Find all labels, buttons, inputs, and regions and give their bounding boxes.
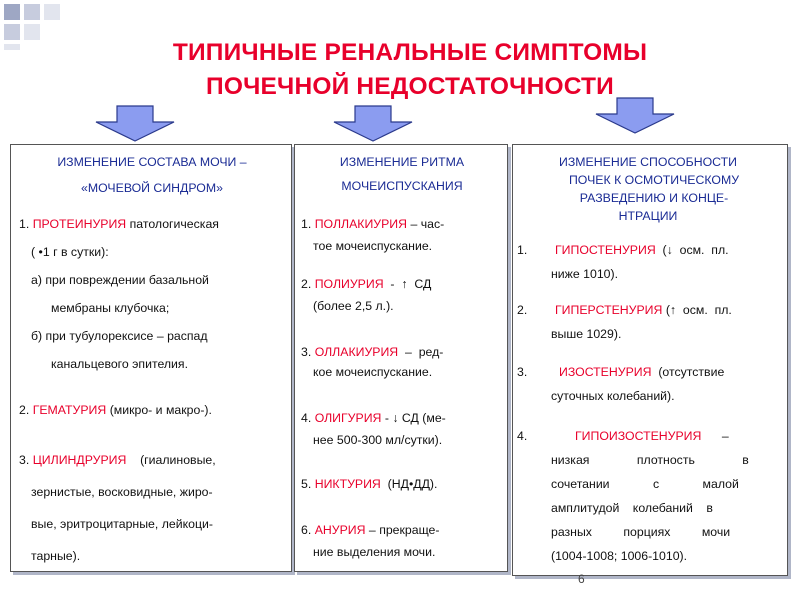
term-ollakiuria: ОЛЛАКИУРИЯ [314,345,399,359]
term-oliguria: ОЛИГУРИЯ [314,411,382,425]
deco-square [4,4,20,20]
item-text: – ред- [398,345,444,359]
list-item [555,241,729,259]
item-text: канальцевого эпителия. [51,357,188,371]
box-header: ПОЧЕК К ОСМОТИЧЕСКОМУ [568,173,740,187]
term-proteinuria: ПРОТЕИНУРИЯ [32,217,127,231]
item-text: суточных колебаний). [551,389,675,403]
item-number: 1. [301,217,315,231]
item-number: 2. [301,277,315,291]
item-text: б) при тубулорексисе – распад [31,329,208,343]
term-hematuria: ГЕМАТУРИЯ [32,403,107,417]
box-header: РАЗВЕДЕНИЮ И КОНЦЕ- [579,191,729,205]
decorative-squares [0,0,64,50]
item-text: ( •1 г в сутки): [31,245,109,259]
item-text: мембраны клубочка; [51,301,170,315]
box-header: ИЗМЕНЕНИЕ СПОСОБНОСТИ [559,155,737,169]
item-text: (↑ осм. пл. [662,303,732,317]
list-item [301,521,440,539]
item-text: низкая плотность в [551,453,749,467]
box-header: ИЗМЕНЕНИЕ СОСТАВА МОЧИ – [57,155,247,169]
item-text: кое мочеиспускание. [313,365,433,379]
item-text: зернистые, восковидные, жиро- [31,485,213,499]
urination-rhythm-box [294,144,508,572]
item-number: 5. [301,477,315,491]
item-number: 3. [19,453,33,467]
title-line-2: ПОЧЕЧНОЙ НЕДОСТАТОЧНОСТИ [206,73,614,100]
arrow-down-icon [330,104,416,144]
term-hypoisosthenuria: ГИПОИЗОСТЕНУРИЯ [575,429,702,443]
term-polyuria: ПОЛИУРИЯ [314,277,384,291]
item-number: 3. [301,345,315,359]
box-header: НТРАЦИИ [618,209,678,223]
deco-square [44,4,60,20]
term-pollakiuria: ПОЛЛАКИУРИЯ [314,217,408,231]
item-number: 2. [19,403,33,417]
item-text: нее 500-300 мл/сутки). [313,433,443,447]
item-number: 3. [517,365,528,379]
deco-square [4,24,20,40]
term-cylindruria: ЦИЛИНДРУРИЯ [32,453,127,467]
list-item [301,275,431,293]
deco-square [24,24,40,40]
list-item [301,475,437,493]
arrow-down-icon [92,104,178,144]
item-text: – [701,429,729,443]
item-text: – час- [407,217,445,231]
osmotic-capacity-box [512,144,788,576]
list-item [19,451,216,469]
item-text: (более 2,5 л.). [313,299,394,313]
slide-title [60,36,760,104]
page-number: 6 [578,572,585,586]
list-item [19,215,219,233]
item-text: патологическая [126,217,219,231]
item-number: 6. [301,523,315,537]
item-text: - ↑ СД [383,277,432,291]
item-text: тарные). [31,549,81,563]
list-item [575,427,729,445]
item-text: – прекраще- [365,523,440,537]
list-item [301,215,444,233]
item-text: сочетании с малой [551,477,739,491]
item-number: 1. [517,243,528,257]
item-text: ние выделения мочи. [313,545,436,559]
item-number: 1. [19,217,33,231]
item-text: вые, эритроцитарные, лейкоци- [31,517,213,531]
item-number: 4. [517,429,528,443]
urine-composition-box [10,144,292,572]
item-text: - ↓ СД (ме- [381,411,446,425]
box-header: МОЧЕИСПУСКАНИЯ [341,179,463,193]
item-text: выше 1029). [551,327,622,341]
term-anuria: АНУРИЯ [314,523,366,537]
term-isosthenuria: ИЗОСТЕНУРИЯ [559,365,652,379]
item-number: 4. [301,411,315,425]
list-item [559,363,724,381]
deco-square [4,44,20,50]
item-text: амплитудой колебаний в [551,501,713,515]
list-item [19,401,212,419]
box-header: ИЗМЕНЕНИЕ РИТМА [339,155,465,169]
item-text: а) при повреждении базальной [31,273,209,287]
term-nocturia: НИКТУРИЯ [314,477,381,491]
deco-square [24,4,40,20]
item-text: тое мочеиспускание. [313,239,433,253]
item-text: разных порциях мочи [551,525,731,539]
term-hyposthenuria: ГИПОСТЕНУРИЯ [555,243,656,257]
term-hypersthenuria: ГИПЕРСТЕНУРИЯ [555,303,663,317]
list-item [301,409,446,427]
arrow-down-icon [592,96,678,136]
item-text: (НД•ДД). [380,477,438,491]
title-line-1: ТИПИЧНЫЕ РЕНАЛЬНЫЕ СИМПТОМЫ [172,39,648,66]
list-item [555,301,732,319]
item-text: (микро- и макро-). [106,403,212,417]
item-text: (1004-1008; 1006-1010). [551,549,688,563]
item-text: (отсутствие [651,365,725,379]
item-text: ниже 1010). [551,267,619,281]
box-header: «МОЧЕВОЙ СИНДРОМ» [81,181,223,195]
item-text: (гиалиновые, [126,453,216,467]
list-item [301,343,443,361]
item-number: 2. [517,303,528,317]
item-text: (↓ осм. пл. [655,243,729,257]
